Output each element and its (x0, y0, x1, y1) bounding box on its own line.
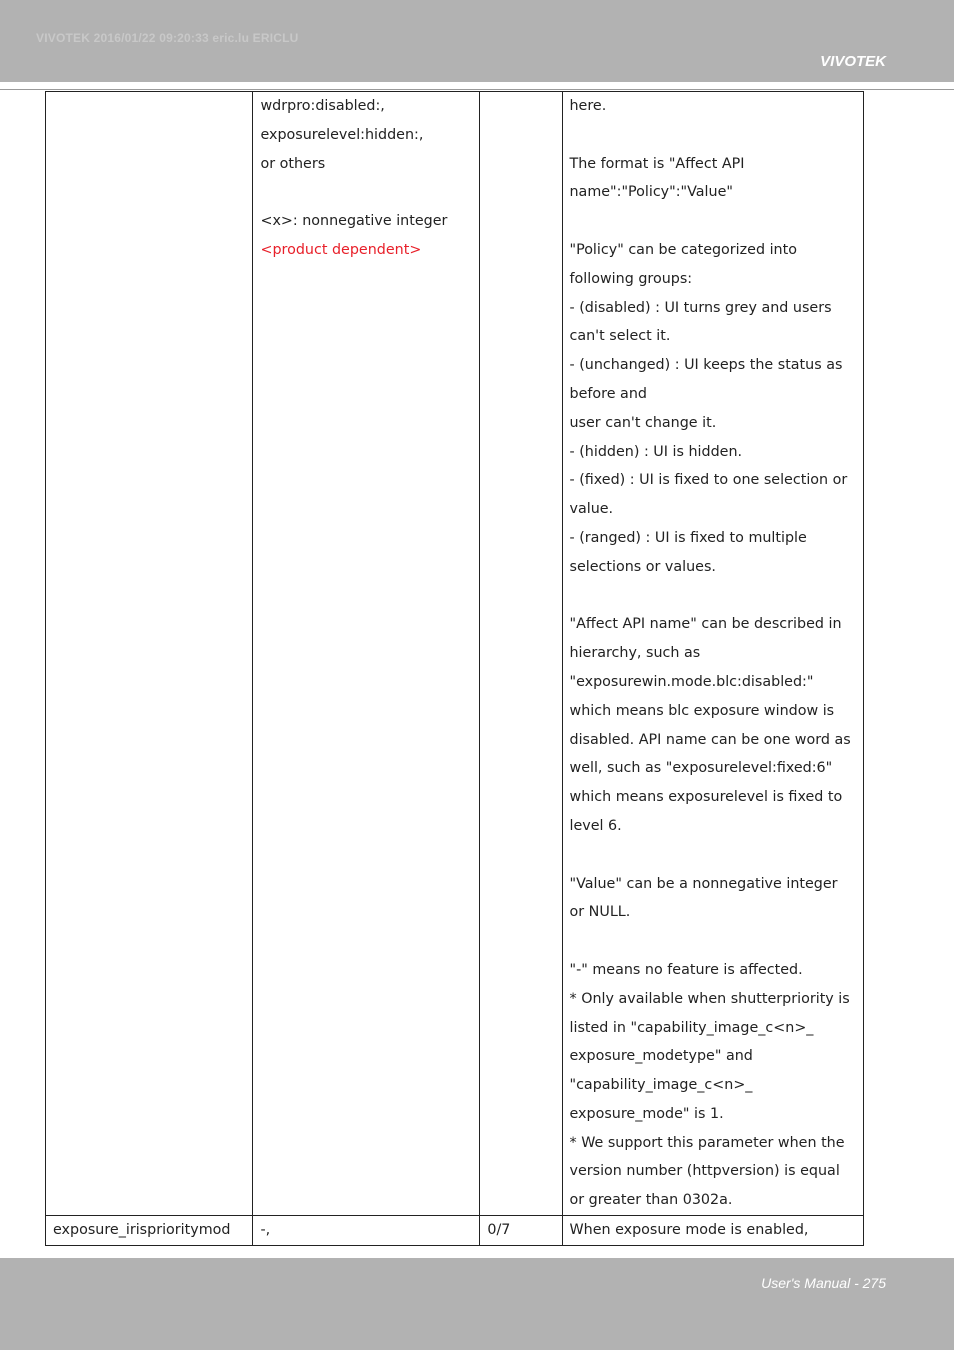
text-line: well, such as "exposurelevel:fixed:6" (569, 760, 833, 777)
text-line: "Policy" can be categorized into (569, 241, 797, 258)
text-line: user can't change it. (569, 414, 717, 431)
text-line: "exposurewin.mode.blc:disabled:" (569, 673, 814, 690)
text-line: * We support this parameter when the (569, 1134, 845, 1151)
text-line: "-" means no feature is affected. (569, 961, 803, 978)
text-line: - (ranged) : UI is fixed to multiple (569, 529, 807, 546)
description-cell: When exposure mode is enabled, (562, 1216, 864, 1246)
text-line: - (disabled) : UI turns grey and users (569, 299, 832, 316)
text-line: selections or values. (569, 558, 716, 575)
text-line: - (fixed) : UI is fixed to one selection or (569, 472, 848, 489)
text-line: listed in "capability_image_c<n>_ (569, 1019, 814, 1036)
text-line: can't select it. (569, 328, 671, 345)
text-line: or others (260, 155, 326, 172)
text-line: disabled. API name can be one word as (569, 731, 851, 748)
text-line: following groups: (569, 270, 693, 287)
text-line (570, 841, 857, 870)
text-line: level 6. (569, 817, 622, 834)
text-line: value. (569, 501, 614, 518)
product-dependent-note: <product dependent> (260, 241, 422, 258)
parameter-name-cell (46, 92, 253, 1216)
text-line: hierarchy, such as (569, 645, 701, 662)
text-line: exposure_modetype" and (569, 1048, 753, 1065)
text-line: which means exposurelevel is fixed to (569, 789, 843, 806)
text-line: or greater than 0302a. (569, 1192, 733, 1209)
text-line: - (unchanged) : UI keeps the status as (569, 357, 843, 374)
table-row (46, 1216, 864, 1246)
parameter-table (45, 91, 864, 1246)
text-line (570, 927, 857, 956)
page-number-label: User's Manual - 275 (761, 1275, 886, 1291)
text-line (570, 207, 857, 236)
text-line: here. (569, 98, 607, 114)
text-line: exposure_mode" is 1. (569, 1105, 724, 1122)
value-cell: -, (253, 1216, 480, 1246)
text-line: before and (569, 385, 647, 402)
brand-logo-text: VIVOTEK (820, 53, 886, 70)
watermark-text: VIVOTEK 2016/01/22 09:20:33 eric.lu ERICLU (36, 31, 299, 45)
text-line: "Affect API name" can be described in (569, 616, 842, 633)
value-lines (260, 92, 472, 236)
page-header (0, 0, 954, 82)
text-line: version number (httpversion) is equal (569, 1163, 840, 1180)
text-line: * Only available when shutterpriority is (569, 990, 850, 1007)
description-lines (570, 92, 857, 1215)
security-cell (480, 92, 562, 1216)
text-line: wdrpro:disabled:, (260, 98, 385, 114)
text-line (570, 582, 857, 611)
text-line: "Value" can be a nonnegative integer (569, 875, 838, 892)
description-cell (562, 92, 864, 1216)
text-line: <x>: nonnegative integer (260, 213, 448, 230)
text-line: which means blc exposure window is (569, 702, 835, 719)
header-divider (0, 89, 954, 90)
text-line: exposurelevel:hidden:, (260, 126, 424, 143)
value-cell (253, 92, 480, 1216)
text-line (260, 178, 472, 207)
parameter-name-cell: exposure_irisprioritymod (46, 1216, 253, 1246)
text-line: or NULL. (569, 904, 631, 921)
text-line: name":"Policy":"Value" (569, 184, 733, 201)
page-footer (0, 1258, 954, 1350)
text-line: - (hidden) : UI is hidden. (569, 443, 743, 460)
text-line: The format is "Affect API (569, 155, 745, 172)
security-cell: 0/7 (480, 1216, 562, 1246)
text-line (570, 121, 857, 150)
table-row (46, 92, 864, 1216)
text-line: "capability_image_c<n>_ (569, 1077, 753, 1094)
